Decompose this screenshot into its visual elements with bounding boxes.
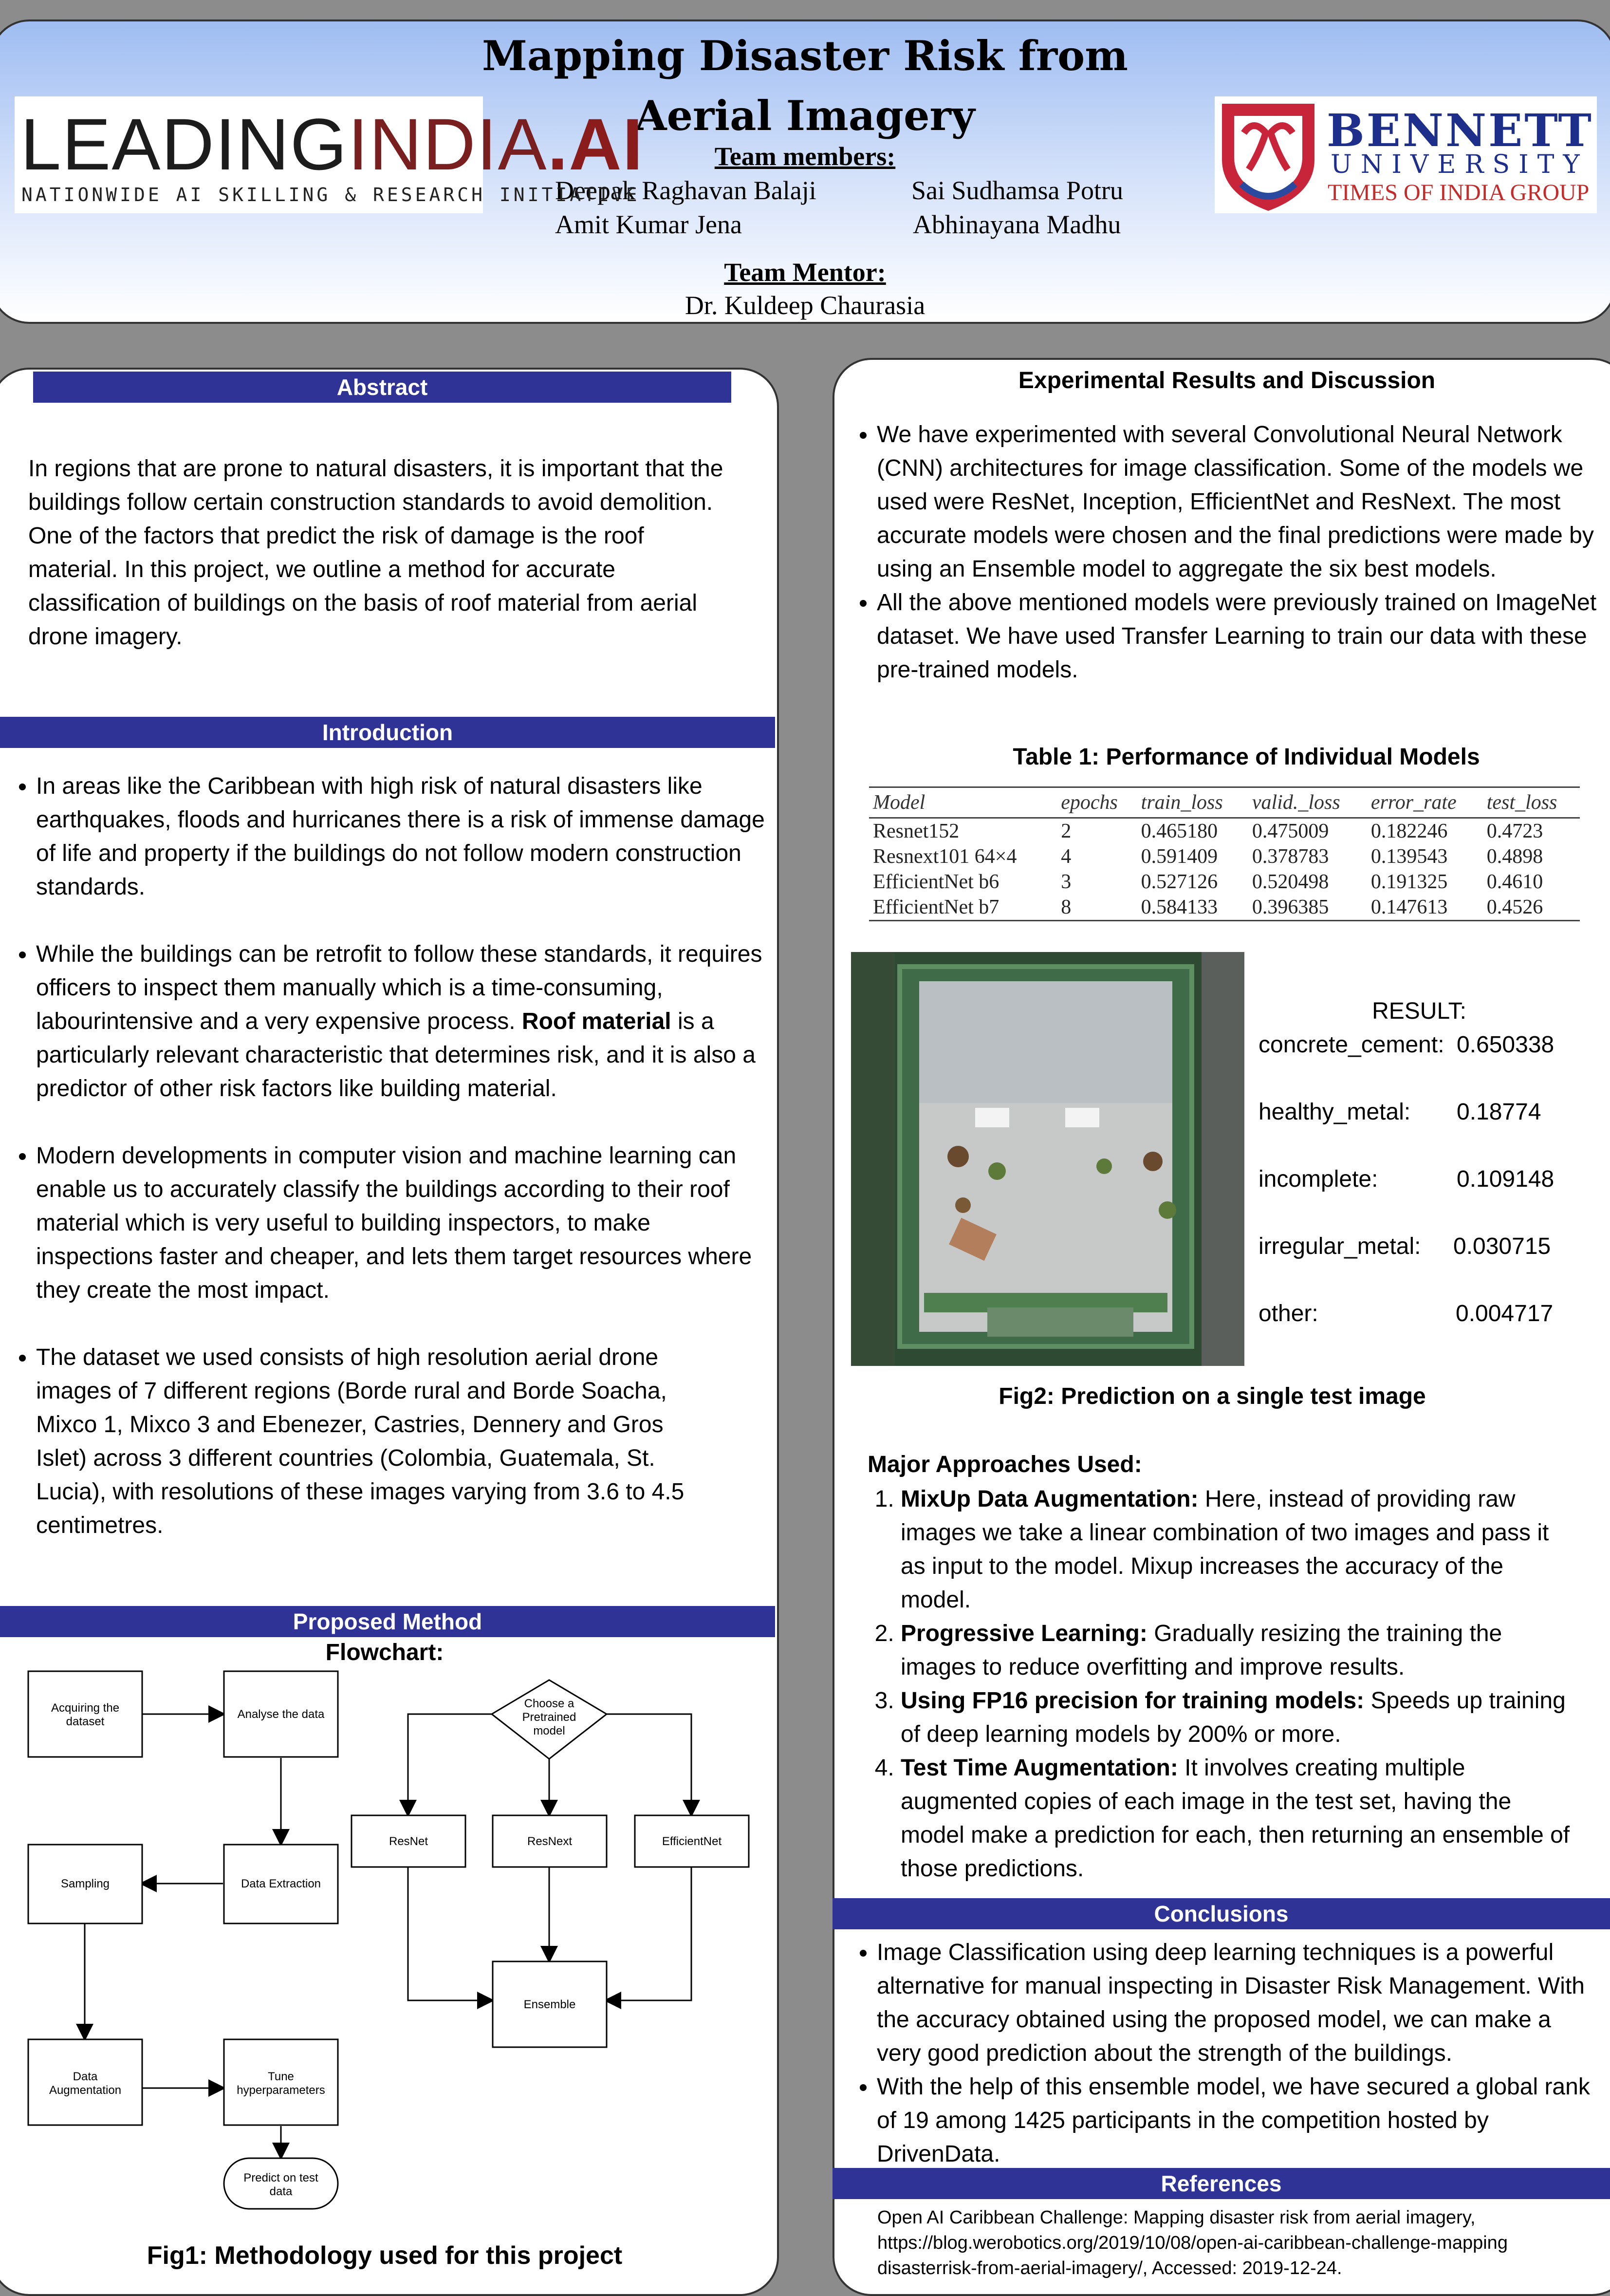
mentor-name: Dr. Kuldeep Chaurasia <box>685 291 925 320</box>
prediction-value: 0.18774 <box>1457 1099 1541 1125</box>
member-3: Amit Kumar Jena <box>555 210 742 239</box>
node-tune-label-1: Tune <box>268 2070 294 2083</box>
abstract-heading: Abstract <box>33 372 731 403</box>
node-sampling-label: Sampling <box>60 1877 110 1890</box>
fig1-caption: Fig1: Methodology used for this project <box>147 2241 623 2270</box>
intro-bullet-2 <box>36 937 773 1105</box>
prediction-label: healthy_metal: <box>1258 1099 1411 1125</box>
node-choose-label-3: model <box>533 1724 565 1737</box>
cell: 0.475009 <box>1252 820 1329 842</box>
intro-bullet-4: • The dataset we used consists of high resolution aerial drone images of 7 different regions (Borde rural and Borde Soacha, Mixco 1, Mixco 3 and Ebenezer, Castries, Dennery and Gros Islet) across 3 different countries (Colombia, Guatemala, St. Lucia), with resolutions of these images varying from 3.6 to 4.5 centimetres. <box>36 1341 773 1542</box>
table-header-row <box>869 787 1580 818</box>
prediction-value: 0.004717 <box>1456 1301 1554 1326</box>
prediction-value: 0.109148 <box>1457 1166 1554 1192</box>
node-acquire-label-2: dataset <box>66 1715 105 1728</box>
intro-bullet-2-text-b: is a particularly relevant characteristic that determines risk, and it is also a predictor of other risk factors like building material. <box>36 1008 756 1101</box>
node-efficientnet-label: EfficientNet <box>662 1835 722 1848</box>
node-acquire-label-1: Acquiring the <box>51 1701 120 1715</box>
cell: 0.378783 <box>1252 845 1329 868</box>
prediction-row <box>1258 1230 1580 1263</box>
cell: EfficientNet b7 <box>873 896 999 918</box>
introduction-heading: Introduction <box>0 717 775 748</box>
col-test-loss: test_loss <box>1486 791 1557 814</box>
conclusions-body <box>845 1936 1594 2171</box>
performance-table <box>869 786 1580 921</box>
logo-university-text: UNIVERSITY <box>1331 150 1589 179</box>
cell: 0.527126 <box>1141 871 1218 893</box>
col-error-rate: error_rate <box>1370 791 1457 814</box>
node-extract-label: Data Extraction <box>241 1877 321 1890</box>
approach-item <box>901 1684 1577 1751</box>
prediction-value: 0.030715 <box>1453 1233 1551 1259</box>
prediction-label: other: <box>1258 1301 1318 1326</box>
cell: Resnext101 64×4 <box>873 845 1017 868</box>
table-row <box>869 869 1580 895</box>
aerial-test-image <box>851 952 1244 1366</box>
cell: Resnet152 <box>873 820 960 842</box>
flowchart-edges <box>85 1714 691 2157</box>
logo-bennett-text: BENNETT <box>1327 104 1593 157</box>
cell: 0.139543 <box>1370 845 1448 868</box>
cell: 2 <box>1061 820 1072 842</box>
member-2: Sai Sudhamsa Potru <box>911 176 1124 205</box>
approach-text: Speeds up training of deep learning models by 200% or more. <box>901 1688 1566 1747</box>
col-model: Model <box>873 791 925 814</box>
method-heading: Proposed Method <box>0 1606 775 1637</box>
approach-text: It involves creating multiple augmented copies of each image in the test set, having the model make a prediction for each, then returning an ensemble of those predictions. <box>901 1755 1570 1882</box>
results-bullet-1: • We have experimented with several Convolutional Neural Network (CNN) architectures for image classification. Some of the models we used were ResNet, Inception, EfficientNet and ResNext. The most accurate models were chosen and the final predictions were made by using an Ensemble model to aggregate the six best models. <box>877 418 1604 586</box>
table-row <box>869 818 1580 844</box>
cell: 0.465180 <box>1141 820 1218 842</box>
leadingindia-logo <box>15 96 644 213</box>
intro-bullet-2-bold: Roof material <box>521 1008 671 1034</box>
table-row <box>869 844 1580 869</box>
approach-title: Test Time Augmentation: <box>901 1755 1178 1781</box>
node-tune-label-2: hyperparameters <box>237 2084 325 2097</box>
prediction-label: incomplete: <box>1258 1166 1378 1192</box>
approaches-list <box>867 1482 1577 1885</box>
conclusion-bullet-2: • With the help of this ensemble model, we have secured a global rank of 19 among 1425 participants in the competition hosted by DrivenData. <box>877 2070 1594 2171</box>
cell: 0.4723 <box>1486 820 1543 842</box>
prediction-row <box>1258 1028 1580 1062</box>
logo-text-india: INDIA <box>348 103 548 185</box>
poster-title-line2: Aerial Imagery <box>635 92 975 140</box>
cell: 0.4898 <box>1486 845 1543 868</box>
cell: 0.182246 <box>1370 820 1448 842</box>
cell: 0.4610 <box>1486 871 1543 893</box>
prediction-label: irregular_metal: <box>1258 1233 1421 1259</box>
col-valid-loss: valid._loss <box>1252 791 1340 814</box>
approach-text: Here, instead of providing raw images we take a linear combination of two images and pass it as input to the model. Mixup increases the accuracy of the model. <box>901 1486 1549 1613</box>
intro-bullet-3: • Modern developments in computer vision and machine learning can enable us to accurately classify the buildings according to their roof material which is very useful to building inspectors, to make inspections faster and cheaper, and lets them target resources where they create the most impact. <box>36 1139 773 1307</box>
approach-item <box>901 1751 1577 1885</box>
node-augment-label-1: Data <box>73 2070 98 2083</box>
fig2-caption: Fig2: Prediction on a single test image <box>999 1383 1426 1409</box>
team-mentor-label: Team Mentor: <box>724 258 886 287</box>
prediction-value: 0.650338 <box>1457 1032 1554 1058</box>
approach-item <box>901 1617 1577 1684</box>
cell: 0.520498 <box>1252 871 1329 893</box>
intro-bullet-2-text-a: While the buildings can be retrofit to follow these standards, it requires officers to inspect them manually which is a time-consuming, labourintensive and a very expensive process. <box>36 941 762 1034</box>
prediction-row <box>1258 1297 1580 1330</box>
results-body <box>845 418 1604 687</box>
methodology-flowchart <box>19 1665 769 2211</box>
results-bullet-2: • All the above mentioned models were previously trained on ImageNet dataset. We have used Transfer Learning to train our data with these pre-trained models. <box>877 586 1604 687</box>
poster-title-line1: Mapping Disaster Risk from <box>481 32 1129 80</box>
prediction-results <box>1258 994 1580 1330</box>
member-4: Abhinayana Madhu <box>913 210 1121 239</box>
prediction-label: concrete_cement: <box>1258 1032 1444 1058</box>
node-resnet-label: ResNet <box>389 1835 428 1848</box>
cell: 0.191325 <box>1370 871 1448 893</box>
cell: 0.147613 <box>1370 896 1448 918</box>
cell: 3 <box>1061 871 1072 893</box>
result-label: RESULT: <box>1372 998 1466 1024</box>
cell: 4 <box>1061 845 1072 868</box>
shield-icon <box>1215 96 1322 213</box>
conclusions-heading: Conclusions <box>833 1898 1610 1929</box>
cell: 0.591409 <box>1141 845 1218 868</box>
logo-group-text: TIMES OF INDIA GROUP <box>1328 180 1590 205</box>
member-1: Deepak Raghavan Balaji <box>555 176 816 205</box>
approaches-heading: Major Approaches Used: <box>868 1452 1142 1477</box>
logo-tagline: NATIONWIDE AI SKILLING & RESEARCH INITIATIVE <box>21 184 640 205</box>
references-heading: References <box>833 2168 1610 2199</box>
approach-title: Progressive Learning: <box>901 1621 1147 1646</box>
approach-item <box>901 1482 1577 1617</box>
cell: 0.4526 <box>1486 896 1543 918</box>
team-members-label: Team members: <box>714 142 896 171</box>
node-predict-label-1: Predict on test <box>243 2171 318 2184</box>
logo-text-ai: .AI <box>547 103 644 185</box>
bennett-university-logo <box>1215 96 1597 213</box>
cell: 0.396385 <box>1252 896 1329 918</box>
node-analyse-label: Analyse the data <box>237 1708 325 1721</box>
table-title: Table 1: Performance of Individual Models <box>1013 744 1480 770</box>
reference-text: Open AI Caribbean Challenge: Mapping disaster risk from aerial imagery, https://blog.werobotics.org/2019/10/08/open-ai-caribbean-challenge-mapping disasterrisk-from-aerial-imagery/, Accessed: 2019-12-24. <box>877 2207 1508 2278</box>
node-predict-label-2: data <box>269 2185 293 2198</box>
abstract-text: In regions that are prone to natural disasters, it is important that the buildings follow certain construction standards to avoid demolition. One of the factors that predict the risk of damage is the roof material. In this project, we outline a method for accurate classification of buildings on the basis of roof material from aerial drone imagery. <box>28 456 723 650</box>
node-choose-label-2: Pretrained <box>522 1711 576 1724</box>
cell: EfficientNet b6 <box>873 871 999 893</box>
intro-bullet-1: • In areas like the Caribbean with high risk of natural disasters like earthquakes, floods and hurricanes there is a risk of immense damage of life and property if the buildings do not follow modern construction standards. <box>36 769 773 904</box>
node-resnext-label: ResNext <box>527 1835 573 1848</box>
logo-text-leading: LEADING <box>20 103 348 185</box>
conclusion-bullet-1: • Image Classification using deep learning techniques is a powerful alternative for manual inspecting in Disaster Risk Management. With the accuracy obtained using the proposed model, we can make a very good prediction about the strength of the buildings. <box>877 1936 1594 2070</box>
introduction-body <box>4 769 773 1542</box>
table-row <box>869 895 1580 921</box>
prediction-row <box>1258 1162 1580 1196</box>
cell: 8 <box>1061 896 1072 918</box>
col-train-loss: train_loss <box>1141 791 1223 814</box>
node-choose-label-1: Choose a <box>524 1697 574 1710</box>
node-ensemble-label: Ensemble <box>523 1998 576 2011</box>
results-heading: Experimental Results and Discussion <box>1018 368 1436 393</box>
cell: 0.584133 <box>1141 896 1218 918</box>
col-epochs: epochs <box>1061 791 1118 814</box>
flowchart-subheading: Flowchart: <box>325 1640 444 1665</box>
approach-title: MixUp Data Augmentation: <box>901 1486 1199 1512</box>
approach-text: Gradually resizing the training the images to reduce overfitting and improve results. <box>901 1621 1502 1680</box>
node-augment-label-2: Augmentation <box>49 2084 122 2097</box>
approach-title: Using FP16 precision for training models: <box>901 1688 1365 1714</box>
prediction-row <box>1258 1095 1580 1129</box>
